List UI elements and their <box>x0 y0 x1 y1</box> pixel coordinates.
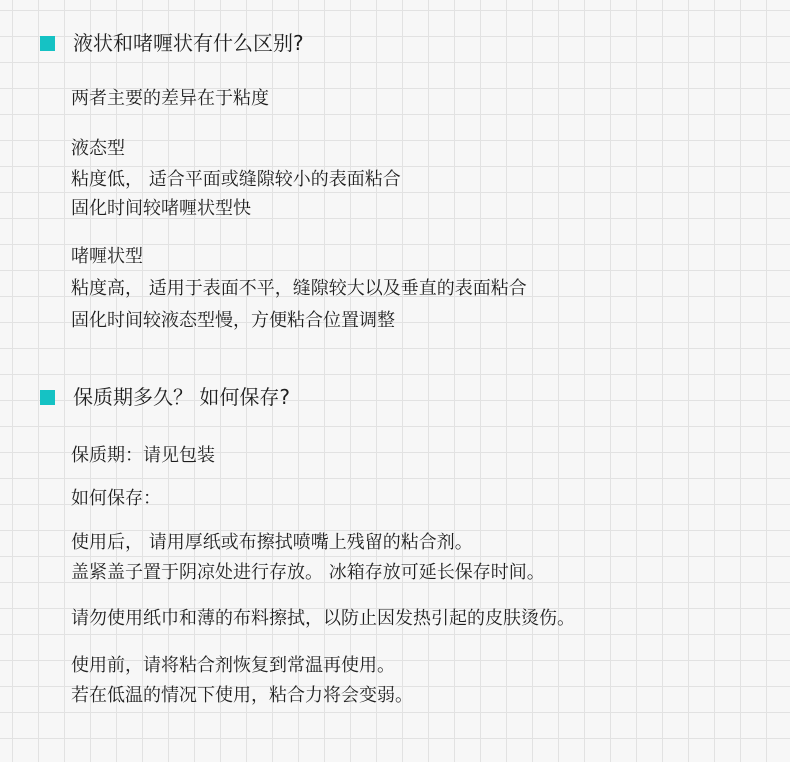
text-line: 使用前，请将粘合剂恢复到常温再使用。 <box>71 655 395 676</box>
text-line: 液态型 <box>71 138 125 159</box>
text-line: 粘度高， 适用于表面不平，缝隙较大以及垂直的表面粘合 <box>71 278 527 299</box>
text-line: 保质期：请见包装 <box>71 445 215 466</box>
text-line: 若在低温的情况下使用，粘合力将会变弱。 <box>71 685 413 706</box>
section-title: 液状和啫喱状有什么区别? <box>73 31 304 55</box>
text-line: 请勿使用纸巾和薄的布料擦拭，以防止因发热引起的皮肤烫伤。 <box>71 608 575 629</box>
text-line: 盖紧盖子置于阴凉处进行存放。 冰箱存放可延长保存时间。 <box>71 562 545 583</box>
text-line: 固化时间较啫喱状型快 <box>71 198 251 219</box>
section-heading-difference <box>40 28 304 58</box>
text-line: 如何保存： <box>71 488 161 509</box>
text-line: 使用后， 请用厚纸或布擦拭喷嘴上残留的粘合剂。 <box>71 532 473 553</box>
text-line: 粘度低， 适合平面或缝隙较小的表面粘合 <box>71 169 401 190</box>
teal-square-icon <box>40 390 55 405</box>
text-line: 啫喱状型 <box>71 246 143 267</box>
text-line: 两者主要的差异在于粘度 <box>71 88 269 109</box>
section-heading-shelf-life <box>40 382 290 412</box>
text-line: 固化时间较液态型慢，方便粘合位置调整 <box>71 310 395 331</box>
teal-square-icon <box>40 36 55 51</box>
section-title: 保质期多久？ 如何保存? <box>73 385 290 409</box>
